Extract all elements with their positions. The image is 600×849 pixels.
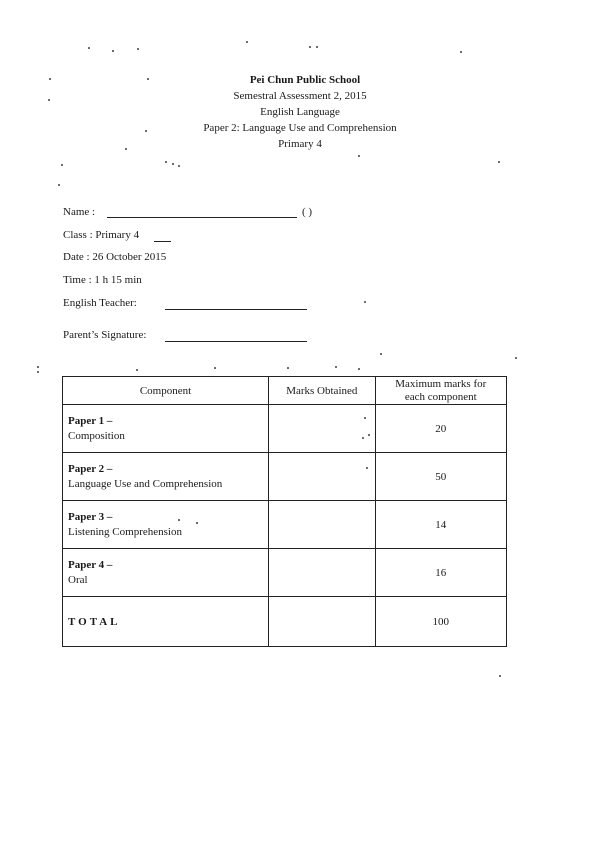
total-max-marks: 100 (375, 597, 506, 647)
paper-number: Paper 3 – (68, 510, 113, 523)
table-row (63, 405, 507, 453)
time-label: Time : 1 h 15 min (63, 274, 142, 286)
english-teacher-label: English Teacher: (63, 297, 137, 309)
class-label: Class : Primary 4 (63, 229, 140, 241)
max-marks-header (375, 377, 506, 405)
marks-obtained-cell[interactable] (269, 549, 376, 597)
scan-speck (246, 41, 248, 43)
paper-description: Language Use and Comprehension (68, 477, 223, 490)
marks-obtained-cell[interactable] (269, 405, 376, 453)
scan-speck (316, 46, 318, 48)
component-header: Component (63, 377, 269, 405)
scan-speck (58, 184, 60, 186)
paper-number: Paper 2 – (68, 462, 113, 475)
scan-speck (88, 47, 90, 49)
scan-speck (460, 51, 462, 53)
scan-speck (366, 467, 368, 469)
scan-speck (172, 163, 174, 165)
scan-speck (112, 50, 114, 52)
register-number-parens: ( ) (302, 206, 313, 218)
table-row (63, 453, 507, 501)
scan-speck (498, 161, 500, 163)
date-label: Date : 26 October 2015 (63, 251, 167, 263)
level-title: Primary 4 (278, 138, 322, 150)
scan-speck (358, 155, 360, 157)
paper-description: Oral (68, 573, 88, 586)
scan-speck (136, 369, 138, 371)
max-marks-header-line2: each component (404, 390, 477, 403)
scan-speck (37, 371, 39, 373)
component-cell (63, 453, 269, 501)
parent-signature-label: Parent’s Signature: (63, 329, 147, 341)
max-marks-cell: 50 (375, 453, 506, 501)
scan-speck (61, 164, 63, 166)
paper-title: Paper 2: Language Use and Comprehension (203, 122, 397, 134)
scan-speck (362, 437, 364, 439)
marks-obtained-header: Marks Obtained (269, 377, 376, 405)
scan-speck (380, 353, 382, 355)
scan-speck (364, 301, 366, 303)
component-cell (63, 405, 269, 453)
total-label: TOTAL (63, 597, 269, 647)
scan-speck (309, 46, 311, 48)
total-marks-obtained-cell[interactable] (269, 597, 376, 647)
max-marks-cell: 16 (375, 549, 506, 597)
scan-speck (178, 519, 180, 521)
scan-speck (178, 165, 180, 167)
scan-speck (37, 366, 39, 368)
marks-table (62, 376, 507, 647)
scan-speck (335, 366, 337, 368)
component-cell (63, 549, 269, 597)
scan-speck (214, 367, 216, 369)
table-row (63, 549, 507, 597)
table-row (63, 501, 507, 549)
scan-speck (137, 48, 139, 50)
paper-number: Paper 1 – (68, 414, 113, 427)
paper-description: Listening Comprehension (68, 525, 182, 538)
name-label: Name : (63, 206, 96, 218)
marks-obtained-cell[interactable] (269, 453, 376, 501)
total-row (63, 597, 507, 647)
scan-speck (196, 522, 198, 524)
max-marks-header-line1: Maximum marks for (395, 377, 487, 390)
max-marks-cell: 20 (375, 405, 506, 453)
english-teacher-line[interactable] (165, 309, 307, 310)
scan-speck (358, 368, 360, 370)
name-field-line[interactable] (107, 217, 297, 218)
exam-header (0, 72, 600, 152)
scan-speck (515, 357, 517, 359)
component-cell (63, 501, 269, 549)
scan-speck (48, 99, 50, 101)
school-name: Pei Chun Public School (249, 74, 361, 86)
subject-title: English Language (260, 106, 340, 118)
scan-speck (49, 78, 51, 80)
scan-speck (145, 130, 147, 132)
scan-speck (364, 417, 366, 419)
scan-speck (368, 434, 370, 436)
scan-speck (125, 148, 127, 150)
scan-speck (165, 161, 167, 163)
scan-speck (287, 367, 289, 369)
paper-description: Composition (68, 429, 125, 442)
max-marks-cell: 14 (375, 501, 506, 549)
scan-speck (499, 675, 501, 677)
assessment-title: Semestral Assessment 2, 2015 (233, 90, 367, 102)
class-field-line[interactable] (154, 241, 171, 242)
paper-number: Paper 4 – (68, 558, 113, 571)
marks-obtained-cell[interactable] (269, 501, 376, 549)
parent-signature-line[interactable] (165, 341, 307, 342)
scan-speck (147, 78, 149, 80)
